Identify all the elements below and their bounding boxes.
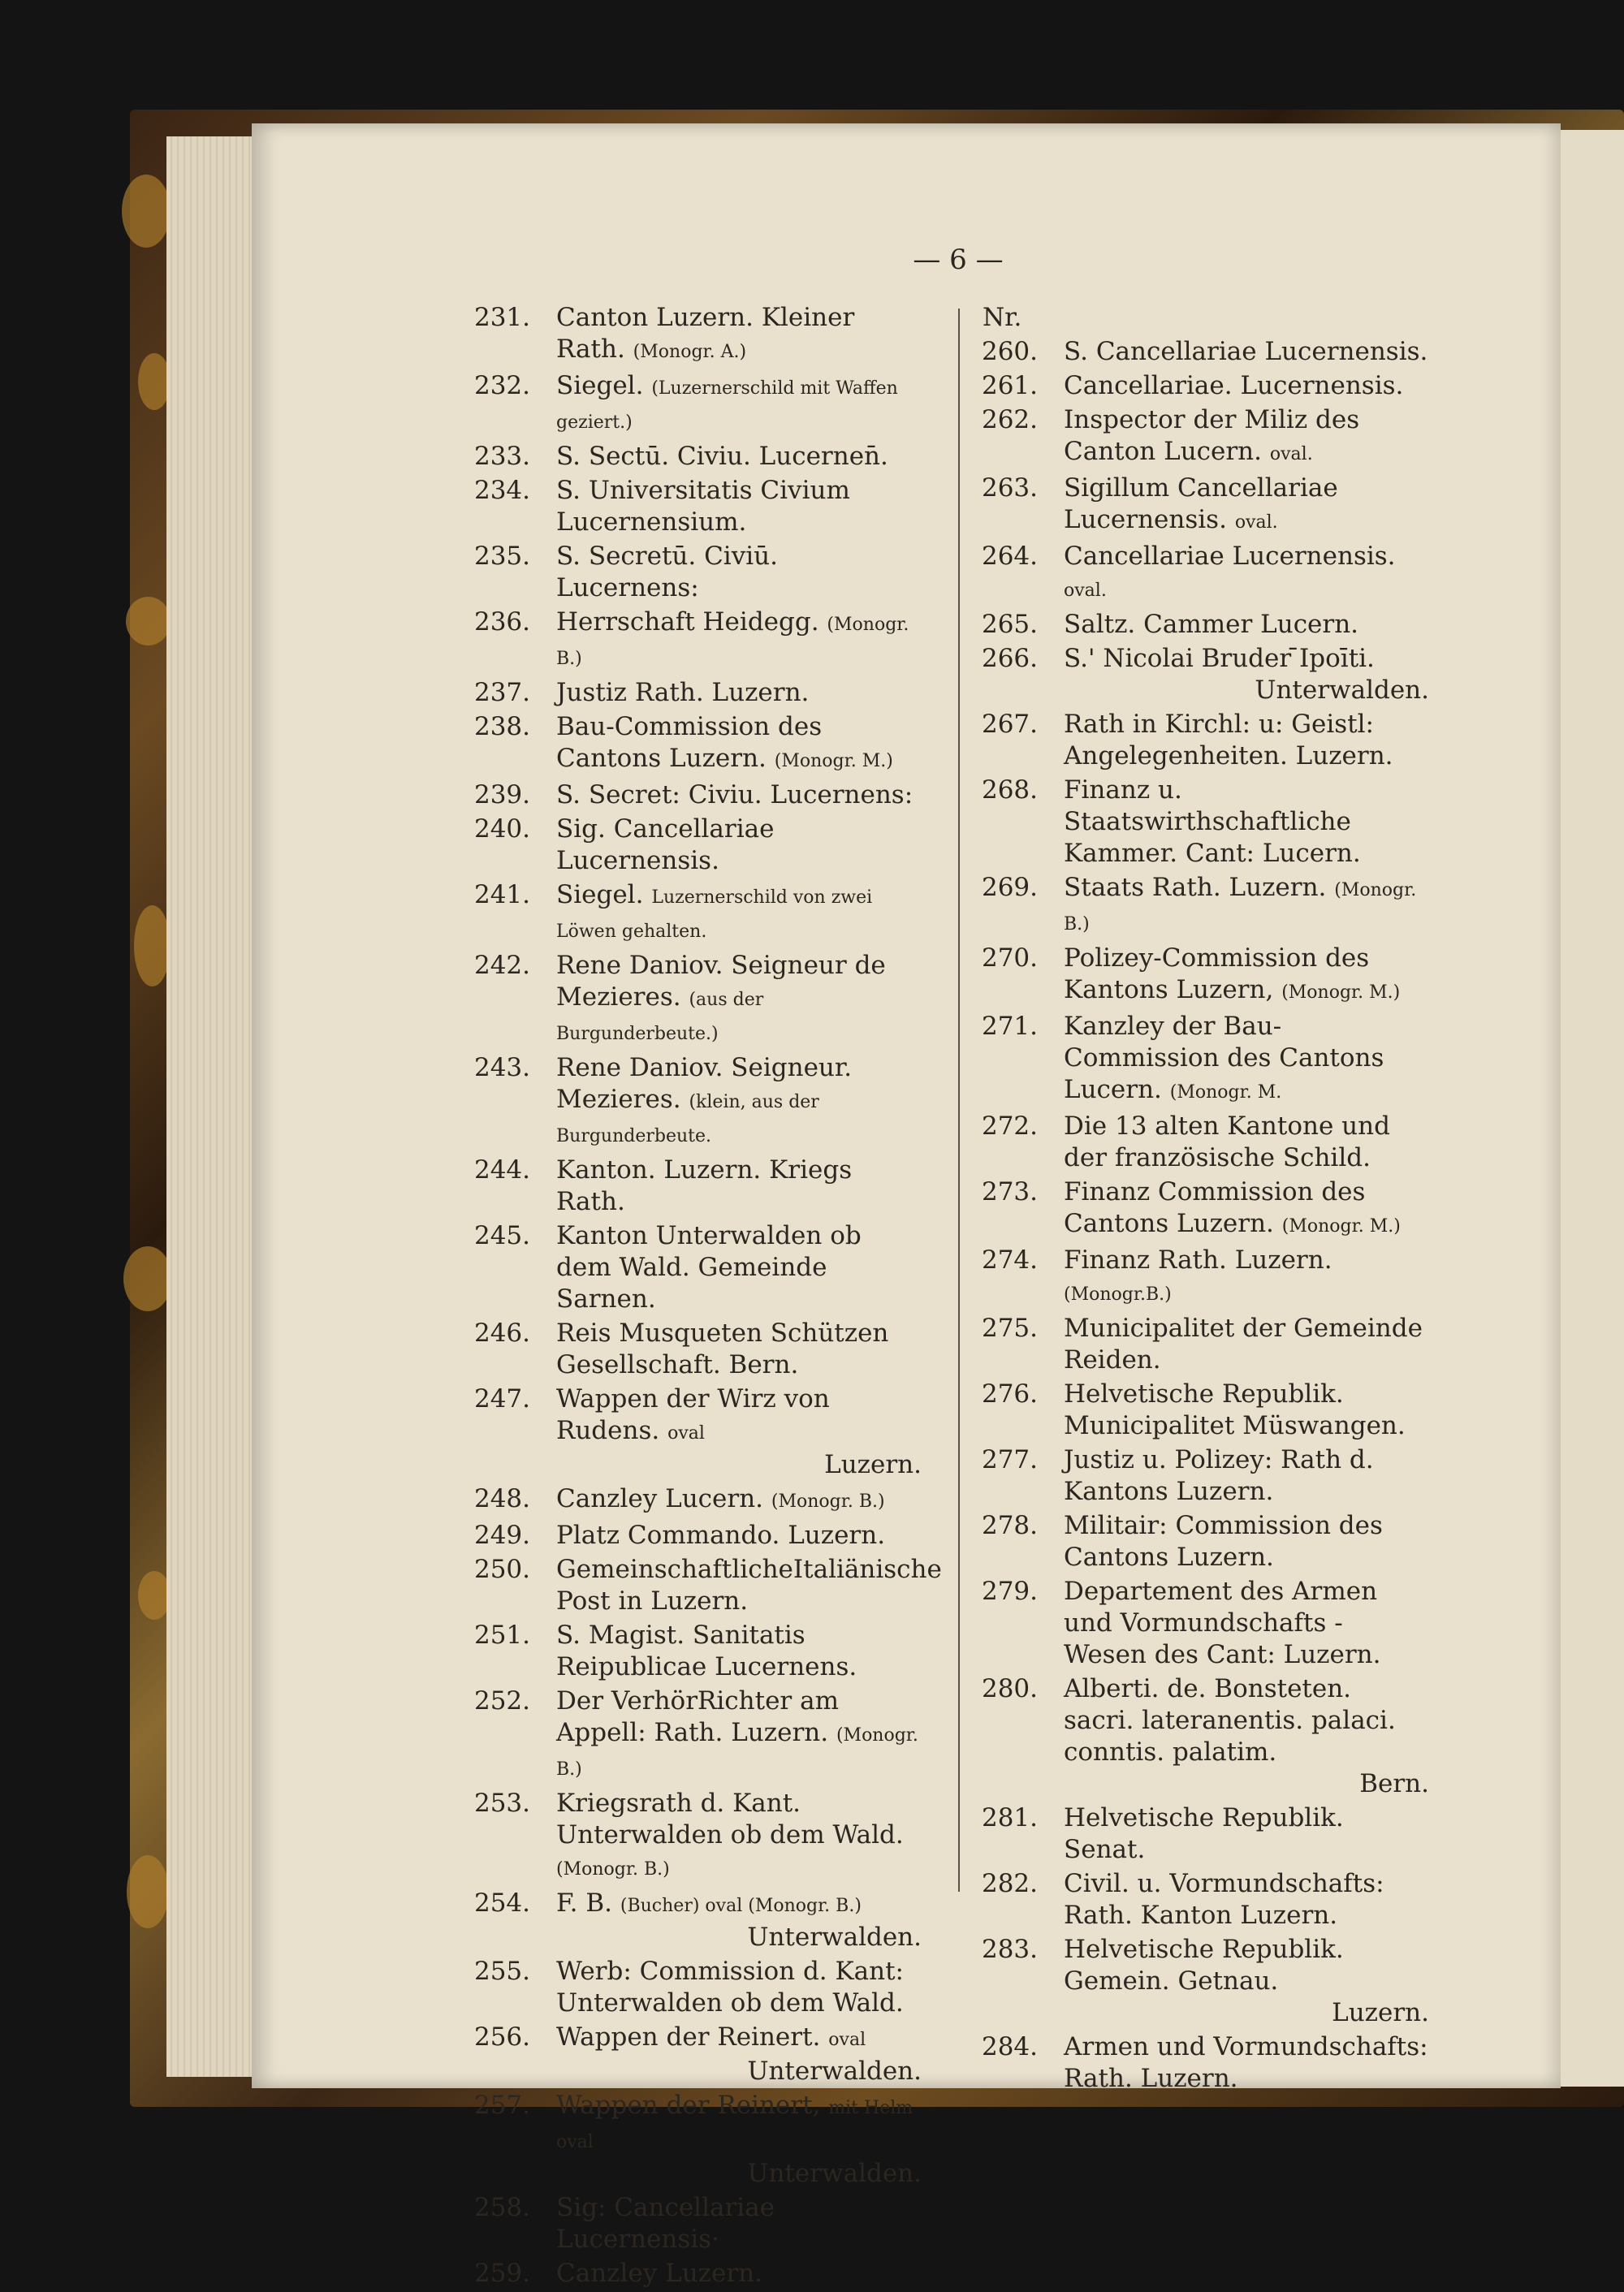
catalog-entry (467, 1788, 922, 1885)
catalog-entry (974, 1245, 1429, 1310)
catalog-entry (974, 609, 1429, 641)
entry-number: 260. (981, 337, 1038, 366)
entry-location: Luzern. (824, 1450, 922, 1479)
catalog-entry (974, 1176, 1429, 1242)
catalog-entry (974, 2031, 1429, 2095)
entry-number: 264. (981, 542, 1038, 571)
entry-number: 237. (473, 678, 530, 707)
entry-number: 256. (473, 2022, 530, 2052)
entry-text: F. B. (556, 1888, 613, 1918)
entry-number: 233. (473, 442, 530, 471)
entry-text: S. Magist. Sanitatis Reipublicae Lucernens. (556, 1621, 857, 1681)
entry-note: (Monogr. B.) (1064, 880, 1417, 934)
entry-text: Kanton Unterwalden ob dem Wald. Gemeinde Sarnen. (556, 1221, 862, 1314)
entry-number: 250. (473, 1555, 530, 1584)
entry-location: Unterwalden. (747, 2159, 922, 2188)
entry-text: Finanz Commission des Cantons Luzern. (1064, 1177, 1366, 1238)
entry-number: 278. (981, 1511, 1038, 1540)
entry-number: 268. (981, 775, 1038, 805)
entry-text: Departement des Armen und Vormundschafts - Wesen des Cant: Luzern. (1064, 1577, 1381, 1669)
entry-note: (Luzernerschild mit Waffen geziert.) (556, 378, 898, 433)
catalog-entry (467, 2192, 922, 2255)
entry-text: Cancellariae. Lucernensis. (1064, 371, 1404, 400)
entry-note: (Bucher) oval (Monogr. B.) (620, 1896, 862, 1916)
entry-text: Kanton. Luzern. Kriegs Rath. (556, 1155, 853, 1216)
catalog-entry (974, 1576, 1429, 1671)
entry-location: Unterwalden. (747, 2057, 922, 2086)
catalog-entry (467, 814, 922, 877)
catalog-entry (467, 2090, 922, 2190)
catalog-entry (467, 541, 922, 604)
entry-number: 284. (981, 2032, 1038, 2061)
entry-number: 269. (981, 873, 1038, 902)
entry-number: 272. (981, 1111, 1038, 1141)
catalog-entry (974, 1313, 1429, 1376)
catalog-entry (974, 1444, 1429, 1508)
entry-number: 267. (981, 710, 1038, 739)
catalog-entry (467, 606, 922, 675)
nr-header: Nr. (983, 303, 1022, 332)
catalog-entry (974, 775, 1429, 870)
entry-number: 242. (473, 951, 530, 980)
catalog-entry (974, 541, 1429, 606)
adjacent-page (1553, 130, 1624, 2087)
entry-text: Platz Commando. Luzern. (556, 1521, 886, 1550)
entry-text: Justiz u. Polizey: Rath d. Kantons Luzern. (1064, 1445, 1374, 1506)
entry-text: Militair: Commission des Cantons Luzern. (1064, 1511, 1383, 1572)
entry-text: Siegel. (556, 880, 644, 909)
entry-note: oval (828, 2030, 866, 2050)
catalog-entry (974, 643, 1429, 706)
entry-text: Bau-Commission des Cantons Luzern. (556, 712, 823, 773)
page-number: — 6 — (913, 244, 1004, 276)
entry-number: 262. (981, 405, 1038, 434)
entry-text: Polizey-Commission des Kantons Luzern, (1064, 943, 1370, 1004)
left-column (467, 302, 942, 2292)
catalog-entry (467, 1052, 922, 1152)
entry-number: 261. (981, 371, 1038, 400)
entry-note: (klein, aus der Burgunderbeute. (556, 1092, 819, 1146)
catalog-entry (467, 1520, 922, 1552)
entry-number: 282. (981, 1869, 1038, 1898)
catalog-entry (467, 711, 922, 777)
entry-number: 249. (473, 1521, 530, 1550)
entry-number: 257. (473, 2091, 530, 2120)
entry-note: (aus der Burgunderbeute.) (556, 990, 764, 1044)
catalog-entry (467, 441, 922, 473)
entry-text: Helvetische Republik. Senat. (1064, 1803, 1344, 1864)
catalog-entry (974, 1011, 1429, 1108)
catalog-entry (974, 872, 1429, 940)
entry-number: 263. (981, 473, 1038, 503)
entry-text: Canzley Lucern. (556, 1484, 764, 1513)
entry-note: Luzernerschild von zwei Löwen gehalten. (556, 887, 873, 942)
entry-text: Der VerhörRichter am Appell: Rath. Luzern. (556, 1686, 839, 1747)
entry-text: Rene Daniov. Seigneur de Mezieres. (556, 951, 886, 1012)
entry-note: oval (667, 1423, 705, 1444)
entry-number: 240. (473, 814, 530, 844)
entry-note: (Monogr. M. (1169, 1082, 1282, 1103)
catalog-entry (467, 1554, 942, 1617)
entry-text: GemeinschaftlicheItaliänische Post in Luzern. (556, 1555, 942, 1616)
entry-number: 231. (473, 303, 530, 332)
catalog-entry (467, 1483, 922, 1517)
catalog-entry (974, 473, 1429, 538)
catalog-entry (974, 1510, 1429, 1573)
entry-note: (Monogr. M.) (774, 751, 893, 771)
entry-text: Sig: Cancellariae Lucernensis· (556, 2193, 775, 2254)
entry-text: Staats Rath. Luzern. (1064, 873, 1327, 902)
entry-number: 253. (473, 1789, 530, 1818)
entry-text: Inspector der Miliz des Canton Lucern. (1064, 405, 1360, 466)
entry-text: Cancellariae Lucernensis. (1064, 542, 1396, 571)
entry-text: Civil. u. Vormundschafts: Rath. Kanton Luzern. (1064, 1869, 1384, 1930)
entry-note: mit Helm oval (556, 2098, 914, 2152)
catalog-entry (974, 1802, 1429, 1866)
catalog-entry (467, 1956, 922, 2019)
entry-location: Bern. (1359, 1769, 1429, 1798)
entry-text: S. Secret: Civiu. Lucernens: (556, 780, 914, 809)
entry-number: 245. (473, 1221, 530, 1250)
entry-note: (Monogr.B.) (1064, 1284, 1172, 1305)
entry-text: Canzley Luzern. (556, 2259, 762, 2288)
entry-text: Rene Daniov. Seigneur. Mezieres. (556, 1053, 853, 1114)
entry-number: 236. (473, 607, 530, 637)
entry-number: 241. (473, 880, 530, 909)
catalog-entry (467, 1155, 922, 1218)
entry-note: oval. (1234, 512, 1278, 533)
entry-number: 277. (981, 1445, 1038, 1474)
catalog-entry (974, 1379, 1429, 1442)
entry-note: (Monogr. B.) (556, 1725, 918, 1780)
entry-number: 283. (981, 1935, 1038, 1964)
entry-number: 248. (473, 1484, 530, 1513)
entry-note: (Monogr. B.) (556, 1859, 670, 1880)
entry-text: Wappen der Reinert, (556, 2091, 821, 2120)
catalog-entry (974, 1673, 1429, 1800)
entry-text: Rath in Kirchl: u: Geistl: Angelegenheiten. Luzern. (1064, 710, 1393, 770)
entry-note: oval. (1064, 581, 1107, 601)
column-divider (958, 309, 960, 1892)
entry-text: Saltz. Cammer Lucern. (1064, 610, 1359, 639)
entry-text: Alberti. de. Bonsteten. sacri. lateranentis. palaci. conntis. palatim. (1064, 1674, 1396, 1767)
entry-text: Helvetische Republik. Municipalitet Müswangen. (1064, 1379, 1406, 1440)
entry-text: S. Sectū. Civiu. Lucernen̄. (556, 442, 888, 471)
entry-text: Kanzley der Bau-Commission des Cantons Lucern. (1064, 1012, 1384, 1104)
entry-location: Unterwalden. (747, 1923, 922, 1952)
catalog-entry (467, 1888, 922, 1953)
catalog-entry (974, 1111, 1429, 1174)
entry-number: 243. (473, 1053, 530, 1082)
entry-number: 246. (473, 1319, 530, 1348)
right-column (974, 302, 1429, 2097)
catalog-entry (467, 370, 922, 438)
catalog-entry (974, 370, 1429, 402)
entry-text: S. Universitatis Civium Lucernensium. (556, 476, 850, 537)
entry-number: 281. (981, 1803, 1038, 1832)
entry-number: 252. (473, 1686, 530, 1716)
entry-text: Die 13 alten Kantone und der französische Schild. (1064, 1111, 1390, 1172)
entry-text: Municipalitet der Gemeinde Reiden. (1064, 1314, 1423, 1375)
entry-text: Armen und Vormundschafts: Rath. Luzern. (1064, 2032, 1428, 2093)
entry-number: 280. (981, 1674, 1038, 1703)
entry-text: Justiz Rath. Luzern. (556, 678, 810, 707)
entry-note: (Monogr. B.) (556, 615, 909, 669)
catalog-entry (467, 950, 922, 1050)
entry-number: 258. (473, 2193, 530, 2222)
entry-number: 232. (473, 371, 530, 400)
entry-location: Luzern. (1332, 1998, 1429, 2027)
entry-location: Unterwalden. (1255, 676, 1429, 705)
entry-note: (Monogr. A.) (633, 342, 747, 362)
page-stack-edge (166, 136, 264, 2077)
entry-text: Kriegsrath d. Kant. Unterwalden ob dem Wald. (556, 1789, 904, 1850)
catalog-entry (974, 943, 1429, 1008)
entry-number: 271. (981, 1012, 1038, 1041)
entry-text: Herrschaft Heidegg. (556, 607, 819, 637)
catalog-entry (467, 879, 922, 947)
entry-text: Wappen der Wirz von Rudens. (556, 1384, 830, 1445)
entry-note: oval. (1269, 444, 1313, 464)
catalog-entry (467, 302, 922, 368)
entry-number: 279. (981, 1577, 1038, 1606)
entry-number: 234. (473, 476, 530, 505)
entry-note: (Monogr. B.) (771, 1491, 885, 1512)
catalog-entry (974, 709, 1429, 772)
entry-number: 238. (473, 712, 530, 741)
entry-number: 275. (981, 1314, 1038, 1343)
entry-text: Helvetische Republik. Gemein. Getnau. (1064, 1935, 1344, 1996)
entry-note: (Monogr. M.) (1281, 1216, 1401, 1237)
entry-number: 244. (473, 1155, 530, 1185)
entry-number: 254. (473, 1888, 530, 1918)
catalog-entry (467, 1318, 922, 1381)
entry-text: Wappen der Reinert. (556, 2022, 821, 2052)
catalog-entry (974, 1934, 1429, 2029)
entry-text: S. Cancellariae Lucernensis. (1064, 337, 1428, 366)
entry-number: 270. (981, 943, 1038, 973)
entry-text: Finanz Rath. Luzern. (1064, 1245, 1332, 1275)
entry-number: 259. (473, 2259, 530, 2288)
entry-number: 265. (981, 610, 1038, 639)
entry-number: 276. (981, 1379, 1038, 1409)
catalog-entry (467, 1620, 922, 1683)
catalog-entry (467, 475, 922, 538)
entry-number: 255. (473, 1957, 530, 1986)
entry-text: Siegel. (556, 371, 644, 400)
catalog-entry (467, 1686, 922, 1785)
entry-text: Reis Musqueten Schützen Gesellschaft. Bern. (556, 1319, 889, 1379)
entry-number: 247. (473, 1384, 530, 1414)
entry-number: 274. (981, 1245, 1038, 1275)
entry-number: 235. (473, 542, 530, 571)
entry-number: 251. (473, 1621, 530, 1650)
entry-text: Werb: Commission d. Kant: Unterwalden ob dem Wald. (556, 1957, 905, 2018)
entry-text: S.' Nicolai Bruder ̄Ipoīti. (1064, 644, 1375, 673)
catalog-entry (467, 2258, 922, 2290)
entry-number: 266. (981, 644, 1038, 673)
entry-text: Sigillum Cancellariae Lucernensis. (1064, 473, 1338, 534)
entry-text: Canton Luzern. Kleiner Rath. (556, 303, 855, 364)
catalog-entry (467, 677, 922, 709)
catalog-entry (974, 404, 1429, 470)
catalog-entry (467, 1220, 922, 1315)
entry-text: Finanz u. Staatswirthschaftliche Kammer. Cant: Lucern. (1064, 775, 1361, 868)
entry-number: 239. (473, 780, 530, 809)
catalog-entry (467, 1383, 922, 1481)
catalog-entry (974, 336, 1429, 368)
entry-number: 273. (981, 1177, 1038, 1206)
catalog-entry (974, 1868, 1429, 1932)
catalog-entry (467, 2022, 922, 2087)
entry-text: S. Secretū. Civiū. Lucernens: (556, 542, 778, 602)
entry-text: Sig. Cancellariae Lucernensis. (556, 814, 775, 875)
catalog-entry (467, 779, 922, 811)
entry-note: (Monogr. M.) (1281, 982, 1401, 1003)
